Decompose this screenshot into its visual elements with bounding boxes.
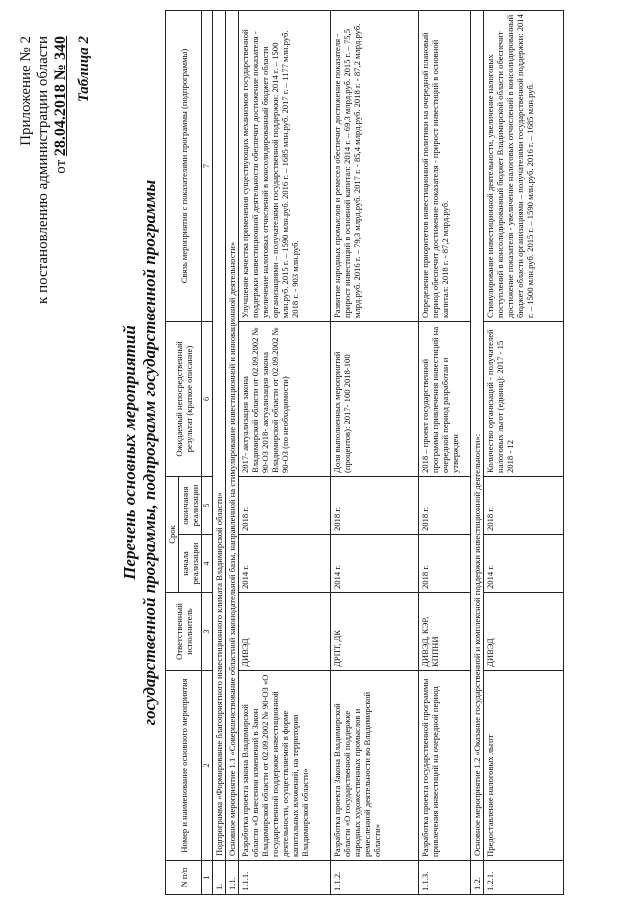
decree-date-line — [52, 36, 70, 304]
col-number: 5 — [202, 476, 213, 534]
row-num: 1.1. — [226, 861, 239, 895]
measure-executor: ДРПТ, ДК — [331, 593, 419, 671]
title-line-2: государственной программы, подпрограмм государственной программы — [140, 179, 159, 726]
decree-date: 28.04.2018 № 340 — [52, 36, 69, 157]
col-header-num: N п/п — [166, 861, 202, 895]
row-num: 1.2. — [471, 861, 484, 895]
measure-end: 2018 г. — [239, 476, 331, 534]
measure-result: Количество организаций - получателей налоговых льгот (единиц): 2017 - 15 2018 - 12 — [484, 321, 564, 476]
col-header-executor: Ответственный исполнитель — [166, 593, 202, 671]
measure-start: 2018 г. — [419, 535, 471, 593]
measures-table — [165, 10, 564, 895]
main-measure-row — [226, 11, 239, 895]
title-line-1: Перечень основных мероприятий — [120, 325, 139, 580]
measure-link: Стимулирование инвестиционной деятельности, увеличение налоговых поступлений в консолидированный бюджет Владимирской области обеспечит достижение показателя - увеличение налоговых отчислений в консолидированный бюджет области организациями – получателями государственной поддержки: 2014 г. – 1500 млн.руб. 2015 г. – 1590 млн.руб. 2016 г. – 1685 млн.руб. — [484, 11, 564, 322]
col-header-result: Ожидаемый непосредственный результат (краткое описание) — [166, 321, 202, 476]
measure-executor: ДИВЭД — [239, 593, 331, 671]
col-header-end: окончания реализации — [179, 476, 202, 534]
measure-name: Разработка проекта Закона Владимирской области «О государственной поддержке народных художественных промыслов и ремесленной деятельности во Владимирской области» — [331, 671, 419, 861]
col-header-link: Связь мероприятия с показателями программы (подпрограммы) — [166, 11, 202, 322]
table-row — [239, 11, 331, 895]
measure-link: Определение приоритетов инвестиционной политики на очередной плановый период обеспечит достижение показателя - прирост инвестиций в основной капитал: 2018 г. - 87,2 млрд.руб. — [419, 11, 471, 322]
measure-start: 2014 г. — [484, 535, 564, 593]
measure-link: Улучшение качества применения существующих механизмов государственной поддержки инвестиционной деятельности обеспечит достижение показателя - увеличение налоговых отчислений в консолидированный бюджет области организациями – получателями государственной поддержки: 2014 г. – 1500 млн.руб. 2015 г. – 1590 млн.руб. 2016 г. – 1685 млн.руб. 2017 г. – 1177 млн.руб. 2018 г. - 903 млн.руб. — [239, 11, 331, 322]
col-header-name: Номер и наименование основного мероприятия — [166, 671, 202, 861]
col-header-term: Срок — [166, 476, 179, 592]
subprogram-row — [213, 11, 226, 895]
col-number: 2 — [202, 671, 213, 861]
table-row — [419, 11, 471, 895]
measure-result: 2017- актуализация закона Владимирской области от 02.09.2002 № 90-ОЗ 2018- актуализация закона Владимирской области от 02.09.2002 № 90-ОЗ (по необходимости) — [239, 321, 331, 476]
measure-start: 2014 г. — [239, 535, 331, 593]
col-number: 3 — [202, 593, 213, 671]
row-num: 1. — [213, 861, 226, 895]
measure-name: Предоставление налоговых льгот — [484, 671, 564, 861]
col-number: 6 — [202, 321, 213, 476]
row-num: 1.2.1. — [484, 861, 564, 895]
measure-result: 2018 – проект государственной программы привлечения инвестиций на очередной период разработан и утвержден — [419, 321, 471, 476]
column-number-row — [202, 11, 213, 895]
measure-end: 2018 г. — [484, 476, 564, 534]
table-row — [484, 11, 564, 895]
measure-start: 2014 г. — [331, 535, 419, 593]
table-header-row — [166, 11, 179, 895]
main-measure-row — [471, 11, 484, 895]
main-measure-title: Основное мероприятие 1.2 «Оказание государственной и комплексной поддержки инвестиционной деятельности»: — [471, 11, 484, 861]
main-measure-title: Основное мероприятие 1.1 «Совершенствование областной законодательной базы, направленной на стимулирование инвестиционной и инновационной деятельности» — [226, 11, 239, 861]
measure-name: Разработка проекта государственной программы привлечения инвестиций на очередной период — [419, 671, 471, 861]
col-number: 1 — [202, 861, 213, 895]
measure-executor: ДИВЭД, КЭР, КППНИ — [419, 593, 471, 671]
measure-end: 2018 г. — [331, 476, 419, 534]
row-num: 1.1.2. — [331, 861, 419, 895]
measure-executor: ДИВЭД — [484, 593, 564, 671]
page-title — [120, 0, 160, 905]
row-num: 1.1.1. — [239, 861, 331, 895]
table-row — [331, 11, 419, 895]
table-label: Таблица 2 — [76, 36, 92, 103]
col-header-start: начала реализации — [179, 535, 202, 593]
row-num: 1.1.3. — [419, 861, 471, 895]
date-prefix: от — [53, 159, 69, 174]
measure-name: Разработка проекта закона Владимирской области «О внесении изменений в Закон Владимирской области от 02.09.2002 № 90-ОЗ «О государственной поддержке инвестиционной деятельности, осуществляемой в форме капитальных вложений, на территории Владимирской области» — [239, 671, 331, 861]
decree-label: к постановлению администрации области — [35, 36, 51, 304]
measure-link: Развитие народных промыслов и ремесел обеспечит достижение показателя - прирост инвестиций в основной капитал: 2014 г. – 69,3 млрд.руб. 2015 г. – 75,5 млрд.руб. 2016 г. – 79,3 млрд.руб. 2017 г. - 85,4 млрд.руб. 2018 г. - 87,2 млрд.руб. — [331, 11, 419, 322]
measure-result: Доля выполненных мероприятий (процентов): 2017- 100 2018-100 — [331, 321, 419, 476]
subprogram-title: Подпрограмма «Формирование благоприятного инвестиционного климата Владимирской области» — [213, 11, 226, 861]
document-header — [18, 36, 93, 304]
col-number: 4 — [202, 535, 213, 593]
col-number: 7 — [202, 11, 213, 322]
measure-end: 2018 г. — [419, 476, 471, 534]
appendix-label: Приложение № 2 — [18, 36, 34, 146]
